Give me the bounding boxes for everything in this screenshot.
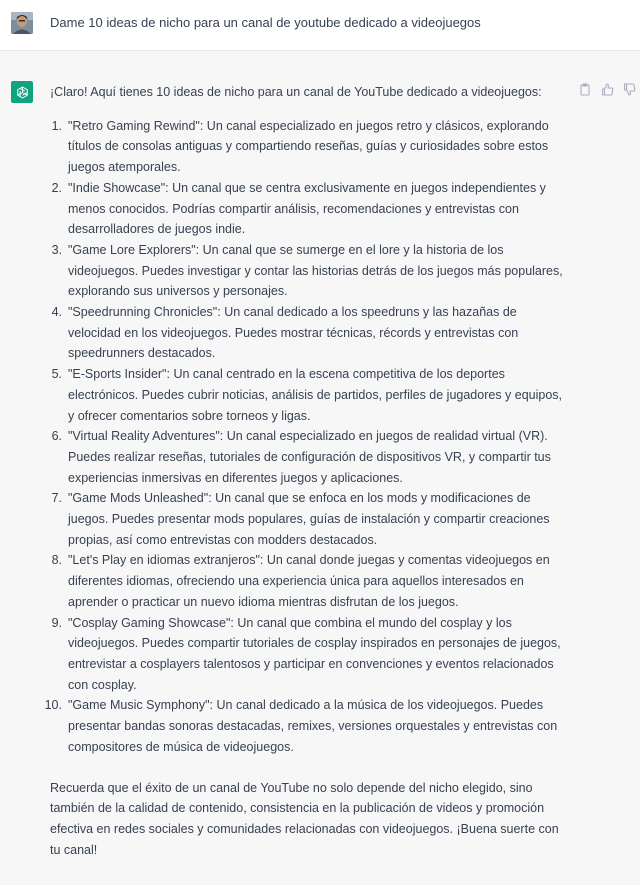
thumbs-down-icon xyxy=(623,83,636,96)
list-item-text: "Let's Play en idiomas extranjeros": Un canal donde juegas y comentas videojuegos en diferentes idiomas, ofreciendo una experiencia única para aquellos interesados en aprender o practicar un nuevo idioma mientras disfrutan de los juegos. xyxy=(68,553,550,609)
list-item-text: "Game Lore Explorers": Un canal que se sumerge en el lore y la historia de los videojuegos. Puedes investigar y contar las historias detrás de los juegos más populares, explorando sus universos y personajes. xyxy=(68,242,563,299)
list-item-number: 3. xyxy=(51,242,62,257)
assistant-message-row xyxy=(0,51,640,885)
openai-logo-icon xyxy=(11,81,33,103)
list-item xyxy=(50,488,570,550)
list-item xyxy=(50,240,570,302)
assistant-closing: Recuerda que el éxito de un canal de YouTube no solo depende del nicho elegido, sino también de la calidad de contenido, consistencia en la publicación de videos y promoción efectiva en redes sociales y comunidades relacionadas con videojuegos. ¡Buena suerte con tu canal! xyxy=(50,780,559,857)
list-item-number: 4. xyxy=(51,305,62,320)
list-item-text: "E-Sports Insider": Un canal centrado en la escena competitiva de los deportes electrónicos. Puedes cubrir noticias, análisis de partidos, perfiles de jugadores y equipos, y ofrecer comentarios sobre torneos y ligas. xyxy=(68,367,563,423)
assistant-intro: ¡Claro! Aquí tienes 10 ideas de nicho para un canal de YouTube dedicado a videojuegos: xyxy=(50,85,542,99)
list-item-number: 9. xyxy=(51,615,62,630)
list-item xyxy=(50,613,570,696)
list-item xyxy=(50,116,570,178)
list-item-number: 7. xyxy=(51,491,62,506)
list-item-text: "Cosplay Gaming Showcase": Un canal que combina el mundo del cosplay y los videojuegos. Puedes compartir tutoriales de cosplay inspirados en personajes de juegos, entrevistar a cosplayers talentosos y participar en convenciones y eventos relacionados con cosplay. xyxy=(68,615,561,692)
list-item-text: "Virtual Reality Adventures": Un canal especializado en juegos de realidad virtual (VR). Puedes realizar reseñas, tutoriales de configuración de dispositivos VR, y compartir tus experiencias inmersivas en diferentes juegos y aplicaciones. xyxy=(68,429,551,485)
assistant-message-content xyxy=(44,82,570,860)
user-message-text: Dame 10 ideas de nicho para un canal de youtube dedicado a videojuegos xyxy=(50,15,481,30)
thumbs-up-icon xyxy=(601,83,614,96)
list-item-number: 5. xyxy=(51,367,62,382)
user-message-row xyxy=(0,0,640,51)
user-avatar xyxy=(11,12,33,34)
ideas-list xyxy=(44,116,570,758)
list-item-text: "Speedrunning Chronicles": Un canal dedicado a los speedruns y las hazañas de velocidad en los videojuegos. Puedes mostrar técnicas, récords y entrevistas con speedrunners destacados. xyxy=(68,305,519,361)
list-item-number: 8. xyxy=(51,553,62,568)
list-item xyxy=(44,695,570,757)
list-item-number: 1. xyxy=(51,118,62,133)
list-item xyxy=(50,364,570,426)
list-item-number: 10. xyxy=(44,698,62,713)
list-item xyxy=(50,426,570,488)
message-actions xyxy=(578,82,636,96)
list-item-text: "Game Music Symphony": Un canal dedicado a la música de los videojuegos. Puedes presentar bandas sonoras destacadas, remixes, versiones orquestales y entrevistas con compositores de música de videojuegos. xyxy=(68,698,558,754)
list-item xyxy=(50,178,570,240)
list-item xyxy=(50,302,570,364)
list-item-text: "Retro Gaming Rewind": Un canal especializado en juegos retro y clásicos, explorando títulos de consolas antiguas y compartiendo reseñas, guías y curiosidades sobre estos juegos atemporales. xyxy=(68,118,549,175)
user-avatar-image xyxy=(11,12,33,34)
thumbs-up-button[interactable] xyxy=(600,82,614,96)
list-item-number: 2. xyxy=(51,180,62,195)
list-item xyxy=(50,550,570,612)
list-item-number: 6. xyxy=(51,429,62,444)
clipboard-icon xyxy=(579,83,591,96)
list-item-text: "Game Mods Unleashed": Un canal que se enfoca en los mods y modificaciones de juegos. Puedes presentar mods populares, guías de instalación y compartir creaciones propias, así como entrevistas con modders destacados. xyxy=(68,491,550,547)
thumbs-down-button[interactable] xyxy=(622,82,636,96)
copy-button[interactable] xyxy=(578,82,592,96)
list-item-text: "Indie Showcase": Un canal que se centra exclusivamente en juegos independientes y menos conocidos. Podrías compartir análisis, recomendaciones y entrevistas con desarrolladores de juegos indie. xyxy=(68,180,546,237)
